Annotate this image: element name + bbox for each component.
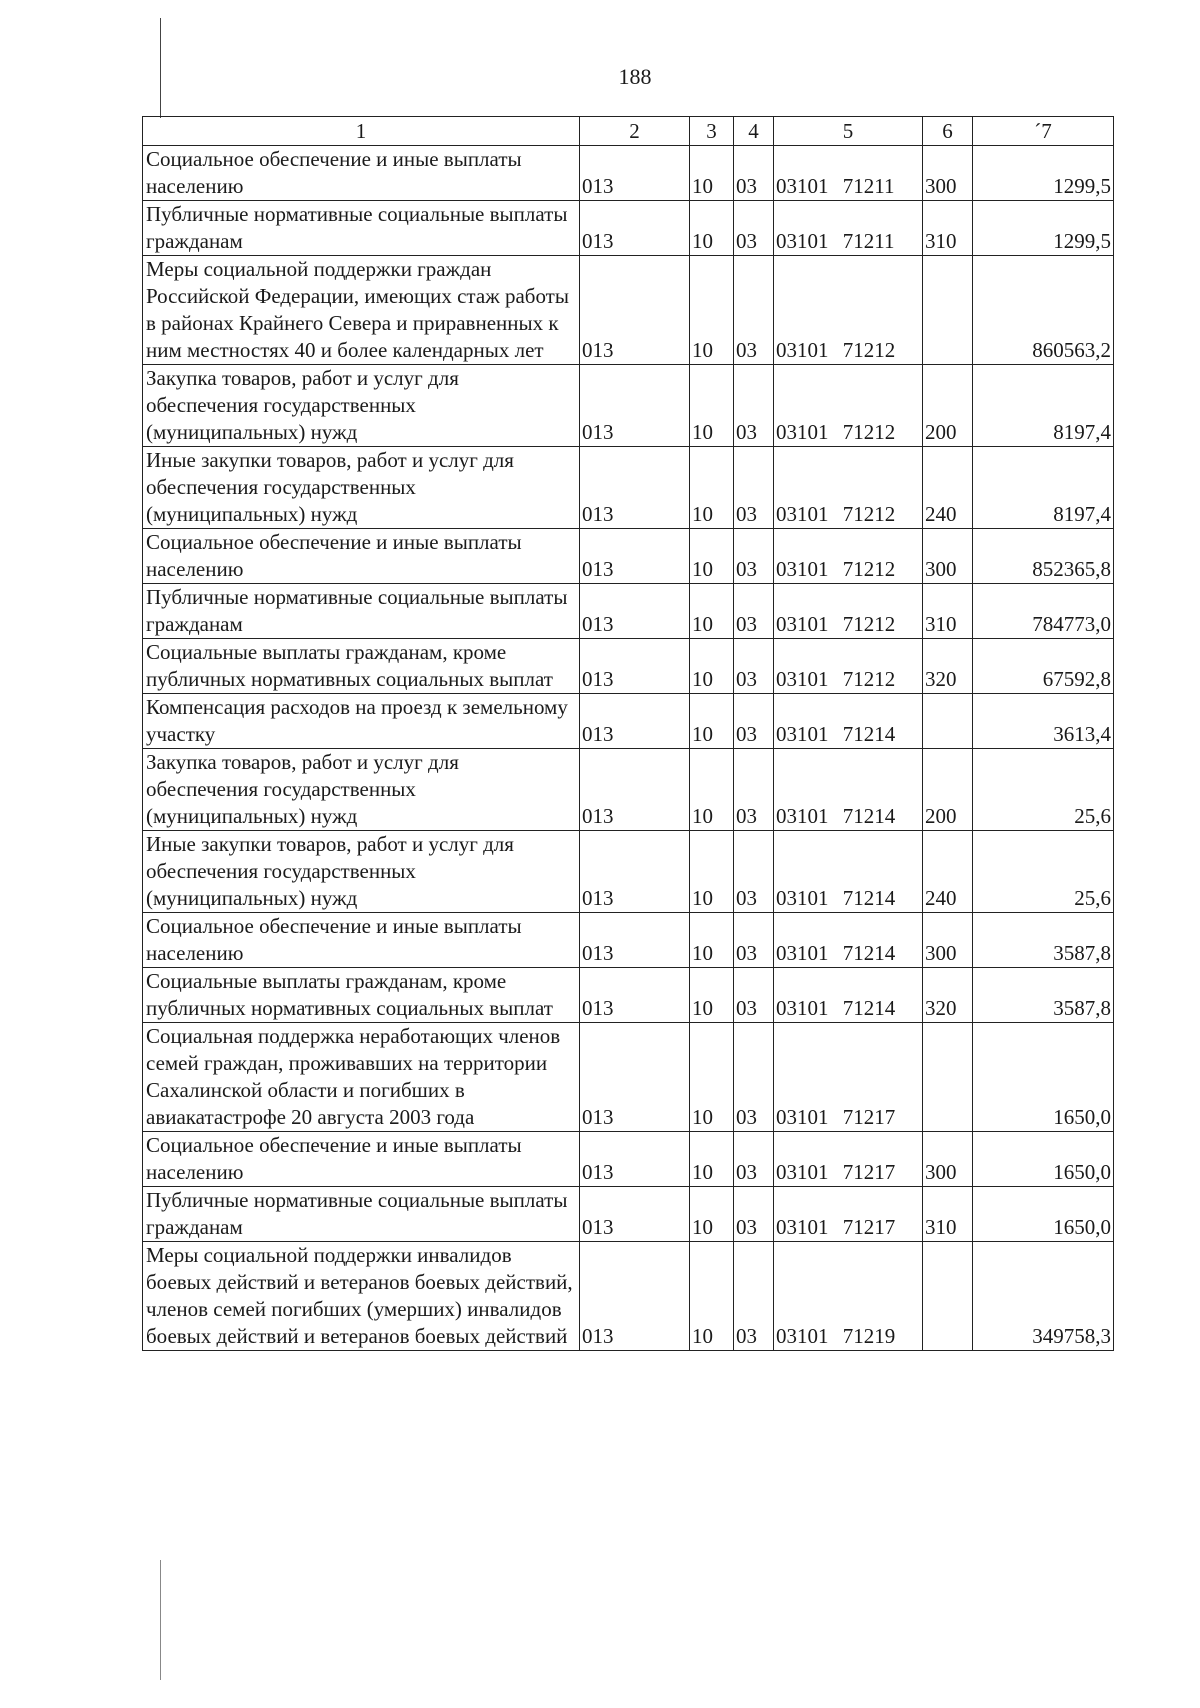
row-target-code: 03101 71212: [774, 529, 923, 584]
table-row: [143, 831, 1114, 913]
row-ministry-code: 013: [580, 968, 690, 1023]
row-target-code: 03101 71214: [774, 694, 923, 749]
row-section-code: 10: [690, 639, 734, 694]
row-section-code: 10: [690, 1132, 734, 1187]
row-name: Иные закупки товаров, работ и услуг для обеспечения государственных (муниципальных) нужд: [143, 447, 580, 529]
row-subsection-code: 03: [734, 913, 774, 968]
row-amount: 1650,0: [973, 1187, 1114, 1242]
column-header: 3: [690, 117, 734, 146]
row-ministry-code: 013: [580, 694, 690, 749]
row-section-code: 10: [690, 201, 734, 256]
table-row: [143, 749, 1114, 831]
page-number: 188: [618, 64, 652, 89]
table-row: [143, 1242, 1114, 1351]
row-name: Публичные нормативные социальные выплаты гражданам: [143, 584, 580, 639]
row-section-code: 10: [690, 1187, 734, 1242]
row-amount: 8197,4: [973, 447, 1114, 529]
row-amount: 3587,8: [973, 968, 1114, 1023]
row-expense-type-code: 200: [923, 365, 973, 447]
row-expense-type-code: 300: [923, 1132, 973, 1187]
row-ministry-code: 013: [580, 146, 690, 201]
row-amount: 1299,5: [973, 146, 1114, 201]
row-section-code: 10: [690, 256, 734, 365]
row-name: Компенсация расходов на проезд к земельному участку: [143, 694, 580, 749]
row-ministry-code: 013: [580, 913, 690, 968]
row-target-code: 03101 71212: [774, 365, 923, 447]
row-section-code: 10: [690, 365, 734, 447]
row-subsection-code: 03: [734, 1132, 774, 1187]
table-row: [143, 1023, 1114, 1132]
row-target-code: 03101 71212: [774, 584, 923, 639]
row-ministry-code: 013: [580, 201, 690, 256]
row-ministry-code: 013: [580, 584, 690, 639]
row-target-code: 03101 71214: [774, 749, 923, 831]
row-section-code: 10: [690, 1023, 734, 1132]
row-section-code: 10: [690, 447, 734, 529]
row-subsection-code: 03: [734, 639, 774, 694]
row-ministry-code: 013: [580, 749, 690, 831]
row-amount: 1299,5: [973, 201, 1114, 256]
row-name: Социальная поддержка неработающих членов семей граждан, проживавших на территории Сахалинской области и погибших в авиакатастрофе 20 августа 2003 года: [143, 1023, 580, 1132]
column-header: 4: [734, 117, 774, 146]
row-name: Закупка товаров, работ и услуг для обеспечения государственных (муниципальных) нужд: [143, 749, 580, 831]
row-target-code: 03101 71219: [774, 1242, 923, 1351]
row-expense-type-code: 300: [923, 146, 973, 201]
row-expense-type-code: 310: [923, 1187, 973, 1242]
row-target-code: 03101 71217: [774, 1132, 923, 1187]
row-ministry-code: 013: [580, 365, 690, 447]
row-subsection-code: 03: [734, 1023, 774, 1132]
row-subsection-code: 03: [734, 256, 774, 365]
column-header: 5: [774, 117, 923, 146]
column-header: 2: [580, 117, 690, 146]
table-row: [143, 529, 1114, 584]
margin-line-bottom: [160, 1560, 161, 1680]
row-expense-type-code: 300: [923, 913, 973, 968]
row-amount: 860563,2: [973, 256, 1114, 365]
row-amount: 25,6: [973, 831, 1114, 913]
column-header: ´7: [973, 117, 1114, 146]
table-row: [143, 146, 1114, 201]
row-section-code: 10: [690, 968, 734, 1023]
row-subsection-code: 03: [734, 831, 774, 913]
row-section-code: 10: [690, 584, 734, 639]
column-header: 1: [143, 117, 580, 146]
column-header: 6: [923, 117, 973, 146]
row-name: Публичные нормативные социальные выплаты гражданам: [143, 1187, 580, 1242]
table-row: [143, 256, 1114, 365]
row-name: Социальное обеспечение и иные выплаты населению: [143, 913, 580, 968]
row-subsection-code: 03: [734, 584, 774, 639]
row-target-code: 03101 71214: [774, 968, 923, 1023]
table-row: [143, 584, 1114, 639]
table-row: [143, 447, 1114, 529]
row-section-code: 10: [690, 913, 734, 968]
row-subsection-code: 03: [734, 694, 774, 749]
row-subsection-code: 03: [734, 201, 774, 256]
row-subsection-code: 03: [734, 968, 774, 1023]
row-ministry-code: 013: [580, 639, 690, 694]
row-name: Социальное обеспечение и иные выплаты населению: [143, 1132, 580, 1187]
row-amount: 8197,4: [973, 365, 1114, 447]
row-ministry-code: 013: [580, 1242, 690, 1351]
row-expense-type-code: 240: [923, 831, 973, 913]
row-subsection-code: 03: [734, 447, 774, 529]
table-header-row: [143, 117, 1114, 146]
row-name: Социальные выплаты гражданам, кроме публичных нормативных социальных выплат: [143, 968, 580, 1023]
row-ministry-code: 013: [580, 256, 690, 365]
table-row: [143, 1132, 1114, 1187]
row-ministry-code: 013: [580, 1132, 690, 1187]
table-row: [143, 968, 1114, 1023]
table-row: [143, 365, 1114, 447]
row-target-code: 03101 71214: [774, 831, 923, 913]
row-section-code: 10: [690, 146, 734, 201]
row-expense-type-code: [923, 694, 973, 749]
table-row: [143, 694, 1114, 749]
budget-table: [142, 116, 1114, 1351]
row-expense-type-code: [923, 1242, 973, 1351]
row-expense-type-code: 240: [923, 447, 973, 529]
row-expense-type-code: 310: [923, 584, 973, 639]
row-name: Социальные выплаты гражданам, кроме публичных нормативных социальных выплат: [143, 639, 580, 694]
row-target-code: 03101 71211: [774, 146, 923, 201]
row-target-code: 03101 71214: [774, 913, 923, 968]
row-subsection-code: 03: [734, 1242, 774, 1351]
row-amount: 67592,8: [973, 639, 1114, 694]
row-name: Публичные нормативные социальные выплаты гражданам: [143, 201, 580, 256]
table-row: [143, 639, 1114, 694]
row-section-code: 10: [690, 1242, 734, 1351]
row-amount: 784773,0: [973, 584, 1114, 639]
row-amount: 1650,0: [973, 1132, 1114, 1187]
row-target-code: 03101 71212: [774, 447, 923, 529]
row-name: Социальное обеспечение и иные выплаты населению: [143, 146, 580, 201]
row-section-code: 10: [690, 529, 734, 584]
row-target-code: 03101 71212: [774, 256, 923, 365]
table-row: [143, 201, 1114, 256]
row-name: Иные закупки товаров, работ и услуг для обеспечения государственных (муниципальных) нужд: [143, 831, 580, 913]
row-amount: 349758,3: [973, 1242, 1114, 1351]
row-ministry-code: 013: [580, 1023, 690, 1132]
row-section-code: 10: [690, 694, 734, 749]
row-subsection-code: 03: [734, 365, 774, 447]
row-ministry-code: 013: [580, 1187, 690, 1242]
row-amount: 852365,8: [973, 529, 1114, 584]
row-name: Социальное обеспечение и иные выплаты населению: [143, 529, 580, 584]
row-target-code: 03101 71217: [774, 1023, 923, 1132]
row-target-code: 03101 71211: [774, 201, 923, 256]
row-subsection-code: 03: [734, 529, 774, 584]
row-target-code: 03101 71212: [774, 639, 923, 694]
row-subsection-code: 03: [734, 146, 774, 201]
row-name: Закупка товаров, работ и услуг для обеспечения государственных (муниципальных) нужд: [143, 365, 580, 447]
row-name: Меры социальной поддержки инвалидов боевых действий и ветеранов боевых действий, членов семей погибших (умерших) инвалидов боевых действий и ветеранов боевых действий: [143, 1242, 580, 1351]
row-expense-type-code: 310: [923, 201, 973, 256]
row-subsection-code: 03: [734, 1187, 774, 1242]
row-section-code: 10: [690, 749, 734, 831]
row-expense-type-code: [923, 256, 973, 365]
row-section-code: 10: [690, 831, 734, 913]
row-expense-type-code: 300: [923, 529, 973, 584]
row-subsection-code: 03: [734, 749, 774, 831]
row-expense-type-code: 320: [923, 639, 973, 694]
row-amount: 25,6: [973, 749, 1114, 831]
table-body: [143, 117, 1114, 1351]
row-expense-type-code: 200: [923, 749, 973, 831]
row-name: Меры социальной поддержки граждан Российской Федерации, имеющих стаж работы в районах Крайнего Севера и приравненных к ним местностях 40 и более календарных лет: [143, 256, 580, 365]
row-amount: 3587,8: [973, 913, 1114, 968]
table-row: [143, 913, 1114, 968]
row-target-code: 03101 71217: [774, 1187, 923, 1242]
row-ministry-code: 013: [580, 447, 690, 529]
row-amount: 1650,0: [973, 1023, 1114, 1132]
row-ministry-code: 013: [580, 529, 690, 584]
row-expense-type-code: 320: [923, 968, 973, 1023]
row-expense-type-code: [923, 1023, 973, 1132]
row-ministry-code: 013: [580, 831, 690, 913]
row-amount: 3613,4: [973, 694, 1114, 749]
table-row: [143, 1187, 1114, 1242]
